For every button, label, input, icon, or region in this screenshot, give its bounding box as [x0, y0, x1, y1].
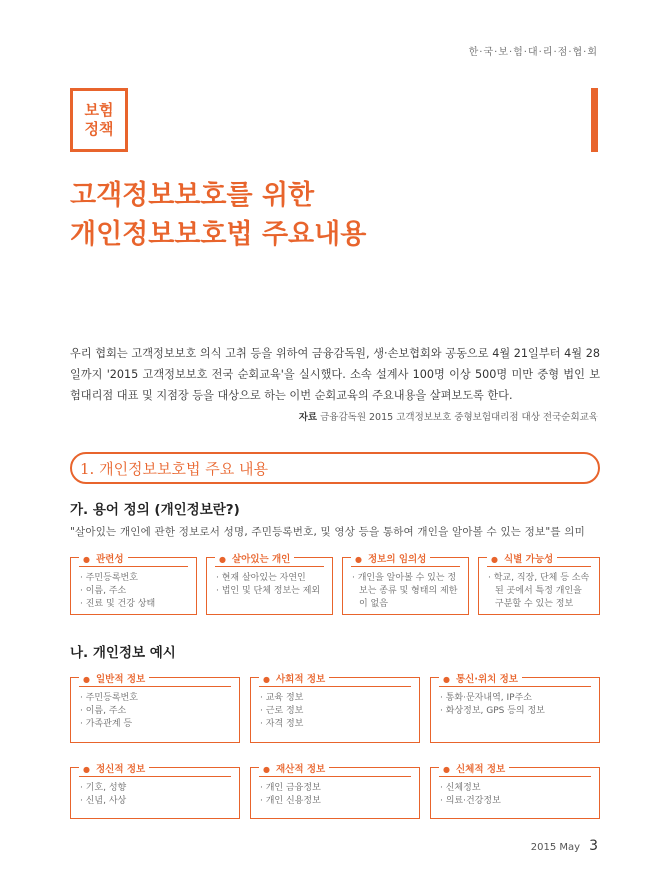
list-item: · 근로 정보: [260, 705, 411, 718]
list-item: · 개인을 알아볼 수 있는 정보는 종류 및 형태의 제한이 없음: [352, 572, 460, 611]
list-item: · 자격 정보: [260, 718, 411, 731]
subsection-a-heading: 가. 용어 정의 (개인정보란?): [70, 502, 240, 518]
list-item: · 개인 금융정보: [260, 782, 411, 795]
card-divider: [215, 566, 324, 567]
source-label: 자료: [298, 412, 318, 423]
card-body: [80, 572, 188, 611]
list-item: · 통화·문자내역, IP주소: [440, 692, 591, 705]
list-item: · 학교, 직장, 단체 등 소속된 곳에서 특정 개인을 구분할 수 있는 정보: [488, 572, 591, 611]
list-item: · 교육 정보: [260, 692, 411, 705]
page-title: [70, 176, 366, 254]
card-general-info: [70, 674, 240, 743]
title-line-2: 개인정보보호법 주요내용: [70, 219, 367, 250]
list-item: · 현재 살아있는 자연인: [216, 572, 324, 585]
source-text: 금융감독원 2015 고객정보보호 중형보험대리점 대상 전국순회교육: [320, 412, 598, 423]
card-physical-info: [430, 764, 600, 819]
subsection-b-heading: 나. 개인정보 예시: [70, 645, 176, 661]
card-title: ● 신체적 정보: [439, 761, 509, 775]
card-property-info: [250, 764, 420, 819]
card-divider: [259, 776, 411, 777]
card-identifiability: [478, 554, 600, 615]
card-divider: [487, 566, 591, 567]
card-title: ● 일반적 정보: [79, 671, 149, 685]
card-divider: [259, 686, 411, 687]
category-badge: [70, 88, 128, 152]
list-item: · 개인 신용정보: [260, 795, 411, 808]
card-body: [80, 782, 231, 808]
card-title: ● 사회적 정보: [259, 671, 329, 685]
list-item: · 가족관계 등: [80, 718, 231, 731]
card-divider: [351, 566, 460, 567]
card-body: [352, 572, 460, 611]
page-footer: [531, 838, 598, 854]
list-item: · 화상정보, GPS 등의 정보: [440, 705, 591, 718]
card-divider: [439, 776, 591, 777]
list-item: · 신념, 사상: [80, 795, 231, 808]
list-item: · 이름, 주소: [80, 585, 188, 598]
card-communication-info: [430, 674, 600, 743]
card-body: [440, 782, 591, 808]
list-item: · 의료·건강정보: [440, 795, 591, 808]
card-title: ● 재산적 정보: [259, 761, 329, 775]
card-divider: [79, 776, 231, 777]
list-item: · 기호, 성향: [80, 782, 231, 795]
list-item: · 신체정보: [440, 782, 591, 795]
card-body: [260, 692, 411, 731]
card-body: [216, 572, 324, 598]
card-divider: [439, 686, 591, 687]
intro-paragraph: 우리 협회는 고객정보보호 의식 고취 등을 위하여 금융감독원, 생·손보협회와 공동으로 4월 21일부터 4월 28일까지 '2015 고객정보보호 전국 순회교육'을 실시했다. 소속 설계사 100명 이상 500명 미만 중형 법인 보험대리점 대표 및 지점장 등을 대상으로 하는 이번 순회교육의 주요내용을 살펴보도록 한다.: [70, 347, 600, 402]
card-mental-info: [70, 764, 240, 819]
section-heading: 1. 개인정보보호법 주요 내용: [70, 452, 600, 484]
card-title: ● 살아있는 개인: [215, 551, 294, 565]
card-divider: [79, 686, 231, 687]
card-title: ● 통신·위치 정보: [439, 671, 522, 685]
card-body: [80, 692, 231, 731]
card-title: ● 정보의 임의성: [351, 551, 430, 565]
list-item: · 진료 및 건강 상태: [80, 598, 188, 611]
category-line-2: 정책: [84, 120, 114, 138]
card-social-info: [250, 674, 420, 743]
title-line-1: 고객정보보호를 위한: [70, 180, 315, 211]
card-living-individual: [206, 554, 333, 615]
definition-text: "살아있는 개인에 관한 정보로서 성명, 주민등록번호, 및 영상 등을 통하여 개인을 알아볼 수 있는 정보"를 의미: [70, 526, 585, 538]
list-item: · 주민등록번호: [80, 572, 188, 585]
source-note: [299, 409, 598, 423]
card-divider: [79, 566, 188, 567]
card-body: [260, 782, 411, 808]
card-body: [488, 572, 591, 611]
card-title: ● 식별 가능성: [487, 551, 557, 565]
accent-bar: [591, 88, 598, 152]
list-item: · 이름, 주소: [80, 705, 231, 718]
list-item: · 법인 및 단체 정보는 제외: [216, 585, 324, 598]
card-arbitrariness: [342, 554, 469, 615]
page-number: 3: [589, 838, 598, 854]
association-name: 한·국·보·험·대·리·점·협·회: [468, 47, 598, 58]
category-line-1: 보험: [84, 101, 114, 119]
issue-date: 2015 May: [530, 842, 581, 853]
card-title: ● 관련성: [79, 551, 128, 565]
card-title: ● 정신적 정보: [79, 761, 149, 775]
list-item: · 주민등록번호: [80, 692, 231, 705]
card-relevance: [70, 554, 197, 615]
card-body: [440, 692, 591, 718]
